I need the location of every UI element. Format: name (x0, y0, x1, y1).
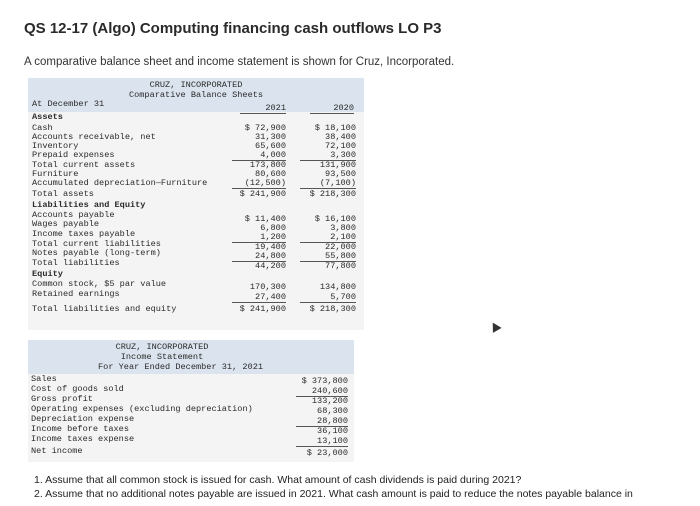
mouse-cursor-icon (488, 320, 501, 333)
is-row-label: Sales (31, 374, 57, 384)
is-statement-name: Income Statement (120, 352, 204, 362)
bs-row-label: Accounts receivable, net (32, 132, 156, 142)
bs-row-2020: 134,800 (319, 282, 356, 292)
bs-row-label: Equity (32, 269, 63, 279)
question-2: 2. Assume that no additional notes payable are issued in 2021. What cash amount is paid to reduce the notes payable balance in (34, 488, 633, 500)
bs-row-2020: 93,500 (325, 169, 356, 179)
is-row-label: Cost of goods sold (31, 384, 124, 394)
is-row-label: Income taxes expense (31, 434, 135, 444)
bs-row-2020: 3,800 (330, 223, 356, 233)
bs-row-2020: 5,700 (300, 292, 356, 303)
bs-row-label: Liabilities and Equity (32, 200, 146, 210)
bs-row-label: Furniture (32, 169, 79, 179)
is-row-value: 28,800 (296, 416, 348, 427)
bs-date-label: At December 31 (32, 99, 105, 109)
bs-statement-name: Comparative Balance Sheets (128, 90, 264, 100)
bs-row-label: Inventory (32, 141, 79, 151)
is-row-value: $ 373,800 (301, 376, 348, 386)
bs-row-2020: 3,300 (300, 150, 356, 161)
is-company: CRUZ, INCORPORATED (115, 342, 209, 352)
question-title: QS 12-17 (Algo) Computing financing cash outflows LO P3 (24, 20, 442, 37)
bs-row-2020: 55,800 (300, 251, 356, 262)
is-row-label: Operating expenses (excluding depreciation) (31, 404, 253, 414)
bs-row-2021: $ 11,400 (244, 214, 286, 224)
bs-row-2020: 38,400 (325, 132, 356, 142)
balance-sheet-table (28, 78, 364, 330)
bs-row-2021: (12,500) (232, 178, 286, 189)
bs-row-2020: $ 18,100 (314, 123, 356, 133)
bs-row-2020: 131,900 (319, 160, 356, 170)
bs-row-label: Cash (32, 123, 53, 133)
bs-row-2020: 77,800 (325, 261, 356, 271)
bs-row-label: Total assets (32, 189, 94, 199)
bs-row-label: Accumulated depreciation—Furniture (32, 178, 208, 188)
is-period: For Year Ended December 31, 2021 (98, 362, 264, 372)
bs-row-label: Total liabilities (32, 258, 120, 268)
bs-row-2020: (7,100) (300, 178, 356, 189)
bs-row-label: Prepaid expenses (32, 150, 115, 160)
bs-row-2021: 173,800 (249, 160, 286, 170)
bs-row-2021: $ 241,900 (239, 189, 286, 199)
bs-col-2021: 2021 (240, 103, 286, 114)
question-1: 1. Assume that all common stock is issued for cash. What amount of cash dividends is paid during 2021? (34, 474, 522, 486)
bs-row-2021: 27,400 (232, 292, 286, 303)
bs-row-2021: 24,800 (232, 251, 286, 262)
is-row-value: $ 23,000 (306, 448, 348, 458)
bs-row-2020: $ 218,300 (309, 189, 356, 199)
bs-row-label: Common stock, $5 par value (32, 279, 167, 289)
bs-row-label: Total liabilities and equity (32, 304, 177, 314)
bs-company: CRUZ, INCORPORATED (149, 80, 243, 90)
bs-row-2020: 2,100 (300, 232, 356, 243)
bs-row-2020: 72,100 (325, 141, 356, 151)
bs-row-2021: 170,300 (249, 282, 286, 292)
bs-row-label: Total current assets (32, 160, 136, 170)
bs-row-label: Total current liabilities (32, 239, 161, 249)
bs-row-2021: $ 241,900 (239, 304, 286, 314)
bs-row-2021: $ 72,900 (244, 123, 286, 133)
is-row-label: Gross profit (31, 394, 93, 404)
bs-row-2021: 80,600 (255, 169, 286, 179)
intro-text: A comparative balance sheet and income statement is shown for Cruz, Incorporated. (24, 56, 455, 68)
bs-row-2021: 6,800 (260, 223, 286, 233)
bs-row-2020: $ 16,100 (314, 214, 356, 224)
is-row-value: 36,100 (317, 426, 348, 436)
is-row-label: Income before taxes (31, 424, 129, 434)
is-row-value: 240,600 (296, 386, 348, 397)
bs-row-label: Retained earnings (32, 289, 120, 299)
bs-row-2021: 19,400 (255, 242, 286, 252)
is-row-value: 13,100 (296, 436, 348, 447)
bs-row-label: Assets (32, 112, 63, 122)
bs-row-2021: 31,300 (255, 132, 286, 142)
bs-row-label: Wages payable (32, 219, 100, 229)
bs-row-2021: 44,200 (255, 261, 286, 271)
is-row-label: Net income (31, 446, 83, 456)
bs-row-2021: 4,000 (232, 150, 286, 161)
bs-row-label: Notes payable (long-term) (32, 248, 161, 258)
bs-row-2020: $ 218,300 (309, 304, 356, 314)
bs-row-2021: 1,200 (232, 232, 286, 243)
bs-row-2020: 22,000 (325, 242, 356, 252)
bs-col-2020: 2020 (310, 103, 354, 114)
bs-row-label: Income taxes payable (32, 229, 136, 239)
is-row-value: 68,300 (317, 406, 348, 416)
bs-row-label: Accounts payable (32, 210, 115, 220)
income-statement-table (28, 340, 354, 462)
is-row-value: 133,200 (311, 396, 348, 406)
is-row-label: Depreciation expense (31, 414, 135, 424)
bs-row-2021: 65,600 (255, 141, 286, 151)
